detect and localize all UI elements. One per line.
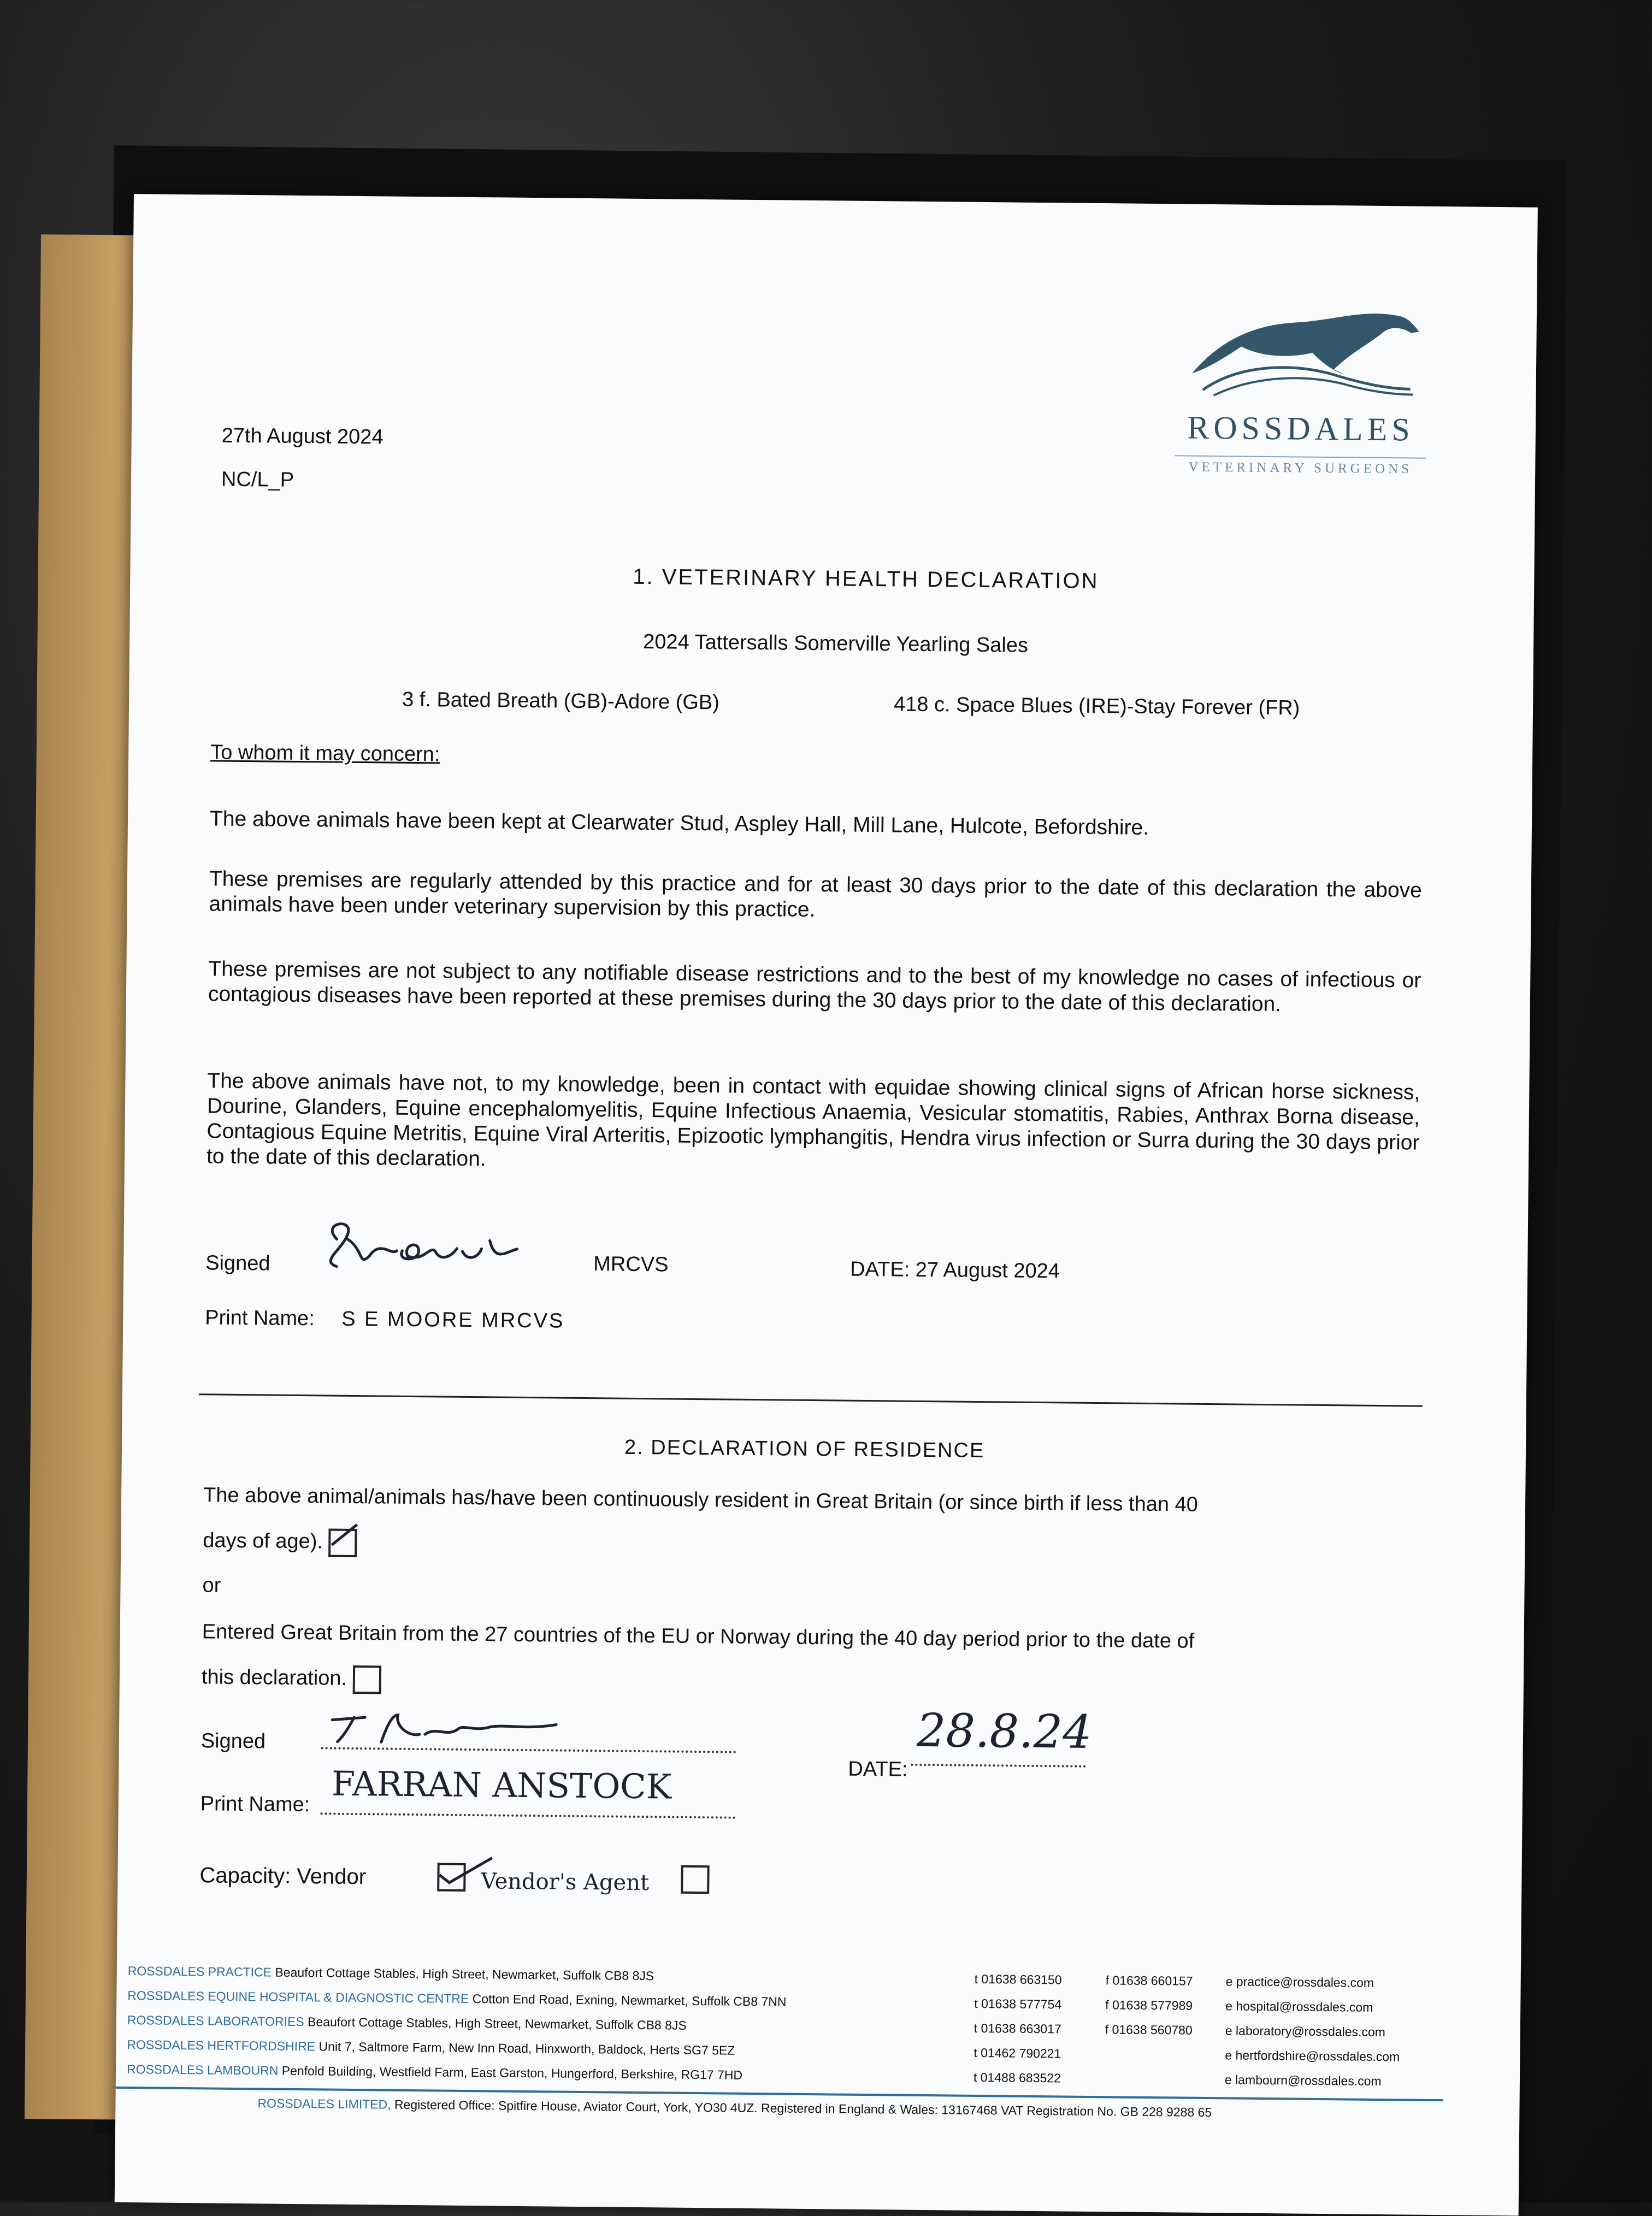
footer-fax-hospital: f 01638 577989	[1105, 1998, 1193, 2013]
brand-subtitle: VETERINARY SURGEONS	[1175, 455, 1426, 477]
vendor-signature-line	[321, 1703, 737, 1756]
footer-email-practice: e practice@rossdales.com	[1225, 1974, 1374, 1990]
footer-email-lambourn: e lambourn@rossdales.com	[1224, 2072, 1382, 2089]
vet-print-name-label: Print Name:	[205, 1306, 315, 1331]
entered-checkbox[interactable]	[352, 1665, 381, 1694]
salutation: To whom it may concern:	[210, 741, 440, 766]
vendor-signature	[327, 1704, 611, 1750]
footer-office-laboratories: ROSSDALES LABORATORIES Beaufort Cottage Stables, High Street, Newmarket, Suffolk CB8 8JS	[127, 2013, 687, 2032]
brand-name: ROSSDALES	[1187, 409, 1414, 448]
vendor-date-label: DATE:	[848, 1757, 908, 1781]
section1-subtitle: 2024 Tattersalls Somerville Yearling Sales	[642, 630, 1029, 657]
footer-office-lambourn: ROSSDALES LAMBOURN Penfold Building, Westfield Farm, East Garston, Hungerford, Berkshire, RG17 7HD	[126, 2062, 743, 2082]
or-label: or	[202, 1574, 221, 1597]
capacity-label: Capacity: Vendor	[199, 1863, 367, 1889]
paragraph-supervision: These premises are regularly attended by this practice and for at least 30 days prior to the date of this declaration the above animals have been under veterinary supervision by this practice.	[209, 867, 1423, 922]
footer-fax-laboratories: f 01638 560780	[1105, 2022, 1193, 2037]
section1-title: 1. VETERINARY HEALTH DECLARATION	[633, 564, 1099, 593]
vendor-agent-checkbox[interactable]	[681, 1865, 710, 1894]
entered-text-line2: this declaration.	[202, 1664, 381, 1694]
reference-code: NC/L_P	[221, 468, 294, 492]
vet-print-name: S E MOORE MRCVS	[341, 1307, 565, 1333]
paragraph-diseases: The above animals have not, to my knowledge, been in contact with equidae showing clinical signs of African horse sickness, Dourine, Glanders, Equine encephalomyelitis, Equine Infectious Anaemia, Vesicular stomatitis, Rabies, Anthrax Borna disease, Contagious Equine Metritis, Equine Viral Arteritis, Epizootic lymphangitis, Hendra virus infection or Surra during the 30 days prior to the date of this declaration.	[206, 1069, 1420, 1171]
footer-office-practice: ROSSDALES PRACTICE Beaufort Cottage Stables, High Street, Newmarket, Suffolk CB8 8JS	[127, 1964, 654, 1983]
horse-logo-icon	[1170, 291, 1455, 403]
lot-1: 3 f. Bated Breath (GB)-Adore (GB)	[402, 688, 720, 714]
section-divider	[199, 1393, 1423, 1407]
footer-office-hertfordshire: ROSSDALES HERTFORDSHIRE Unit 7, Saltmore Farm, New Inn Road, Hinxworth, Baldock, Herts SG7 5EZ	[127, 2037, 735, 2058]
vendor-checkbox[interactable]	[437, 1863, 465, 1891]
footer-phone-laboratories: t 01638 663017	[974, 2020, 1061, 2036]
footer-phone-practice: t 01638 663150	[974, 1971, 1062, 1987]
vendor-agent-label: Vendor's Agent	[481, 1869, 650, 1896]
vendor-signed-label: Signed	[200, 1729, 266, 1753]
footer-office-hospital: ROSSDALES EQUINE HOSPITAL & DIAGNOSTIC CENTRE Cotton End Road, Exning, Newmarket, Suffolk CB8 7NN	[127, 1988, 787, 2009]
vet-date: DATE: 27 August 2024	[849, 1257, 1060, 1283]
vendor-print-name-label: Print Name:	[200, 1792, 310, 1817]
footer-phone-hertfordshire: t 01462 790221	[974, 2045, 1061, 2061]
footer-email-hertfordshire: e hertfordshire@rossdales.com	[1225, 2048, 1400, 2064]
footer-fax-practice: f 01638 660157	[1105, 1973, 1193, 1988]
paragraph-restrictions: These premises are not subject to any notifiable disease restrictions and to the best of my knowledge no cases of infectious or contagious diseases have been reported at these premises during the 30 days prior to the date of this declaration.	[208, 957, 1421, 1017]
vet-signed-label: Signed	[205, 1251, 270, 1275]
footer-phone-hospital: t 01638 577754	[974, 1996, 1062, 2012]
letter-date: 27th August 2024	[221, 424, 384, 449]
footer-email-hospital: e hospital@rossdales.com	[1225, 1999, 1373, 2014]
footer-registered-office: ROSSDALES LIMITED, Registered Office: Spitfire House, Aviator Court, York, YO30 4UZ. Registered in England & Wales: 13167468 VAT Registration No. GB 228 9288 65	[257, 2096, 1212, 2120]
mrcvs-label: MRCVS	[593, 1252, 669, 1277]
entered-text-line1: Entered Great Britain from the 27 countries of the EU or Norway during the 40 day period prior to the date of	[202, 1620, 1195, 1653]
vet-signature	[315, 1217, 545, 1282]
vendor-print-name: FARRAN ANSTOCK	[331, 1763, 672, 1807]
footer-email-laboratories: e laboratory@rossdales.com	[1225, 2023, 1386, 2040]
lot-2: 418 c. Space Blues (IRE)-Stay Forever (FR)	[893, 693, 1300, 720]
resident-text-line1: The above animal/animals has/have been continuously resident in Great Britain (or since birth if less than 40	[203, 1484, 1199, 1516]
vendor-date-value: 28.8.24	[916, 1703, 1093, 1759]
document-page	[115, 194, 1538, 2216]
resident-text-line2: days of age).	[203, 1527, 357, 1557]
paragraph-premises: The above animals have been kept at Clearwater Stud, Aspley Hall, Mill Lane, Hulcote, Befordshire.	[209, 807, 1149, 840]
resident-checkbox[interactable]	[328, 1529, 357, 1557]
footer-phone-lambourn: t 01488 683522	[973, 2070, 1061, 2085]
section2-title: 2. DECLARATION OF RESIDENCE	[624, 1435, 985, 1463]
